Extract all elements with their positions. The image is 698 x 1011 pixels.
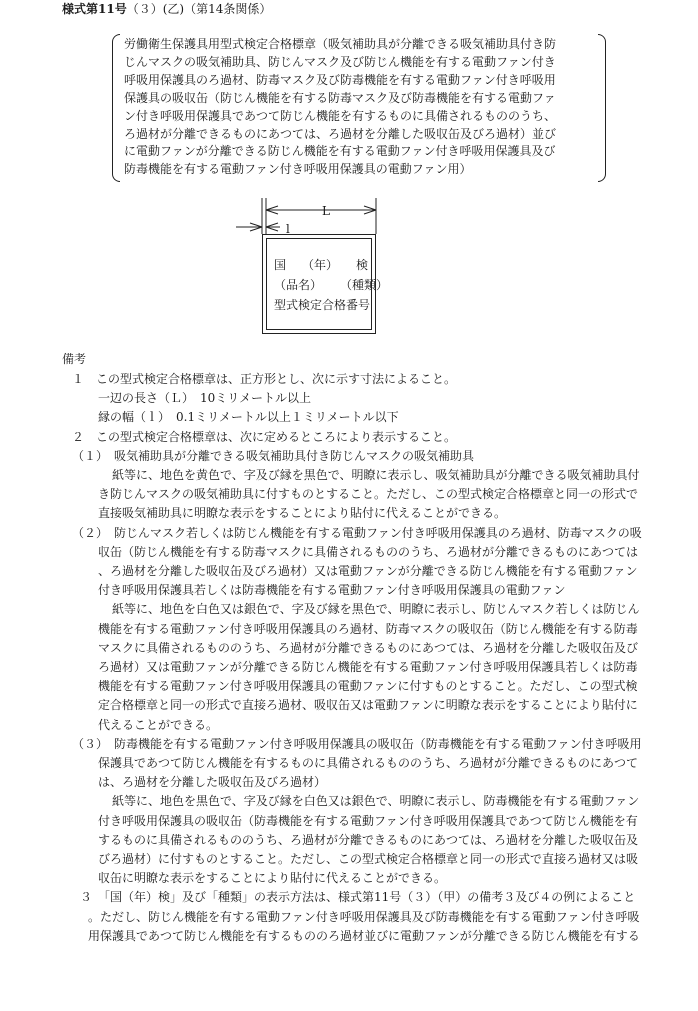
stamp-row-1 <box>274 256 368 275</box>
note-line: 収缶に明瞭な表示をすることにより貼付に代えることができる。 <box>98 871 447 886</box>
title-text <box>124 36 594 179</box>
note-line: ３ 「国（年）検」及び「種類」の表示方法は、様式第11号（３）（甲）の備考３及び４の例によること <box>80 890 636 905</box>
form-number: 様式第11号 <box>62 2 127 16</box>
stamp-year: （年） <box>302 258 339 272</box>
note-line: 縁の幅（ｌ） 0.1ミリメートル以上１ミリメートル以下 <box>98 410 399 425</box>
note-line: 直接吸気補助具に明瞭な表示をすることにより貼付に代えることができる。 <box>98 506 507 521</box>
note-line: （３） 防毒機能を有する電動ファン付き呼吸用保護具の吸収缶（防毒機能を有する電動ファン付き呼吸用 <box>72 736 642 751</box>
note-line: 代えることができる。 <box>98 717 219 732</box>
note-line: １ この型式検定合格標章は、正方形とし、次に示す寸法によること。 <box>72 372 457 386</box>
left-bracket <box>112 34 120 182</box>
right-bracket <box>598 34 606 182</box>
note-line: き防じんマスクの吸気補助具に付すものとすること。ただし、この型式検定合格標章と同一の形式で <box>98 487 639 502</box>
dimension-lines <box>230 196 390 236</box>
stamp-country: 国 <box>274 258 287 272</box>
title-line: 防毒機能を有する電動ファン付き呼吸用保護具の電動ファン用） <box>124 162 472 177</box>
note-line: 一辺の長さ（Ｌ） 10ミリメートル以上 <box>98 391 312 406</box>
note-line: 紙等に、地色を黒色で、字及び縁を白色又は銀色で、明瞭に表示し、防毒機能を有する電動ファン <box>112 794 640 809</box>
stamp-type: （種類） <box>340 278 389 292</box>
note-line: 。ただし、防じん機能を有する電動ファン付き呼吸用保護具及び防毒機能を有する電動ファン付き呼吸 <box>88 909 640 924</box>
note-line: ２ この型式検定合格標章は、次に定めるところにより表示すること。 <box>72 429 457 444</box>
note-line: 付き呼吸用保護具の吸収缶（防毒機能を有する電動ファン付き呼吸用保護具であつて防じん機能を有 <box>98 813 638 828</box>
note-line: 、ろ過材を分離した吸収缶及びろ過材）又は電動ファンが分離できる防じん機能を有する電動ファン <box>98 564 638 578</box>
note-line: 紙等に、地色を白色又は銀色で、字及び縁を黒色で、明瞭に表示し、防じんマスク若しくは防じん <box>112 602 640 617</box>
note-line: 機能を有する電動ファン付き呼吸用保護具の電動ファンに付すものとすること。ただし、この型式検 <box>98 679 638 694</box>
form-number-suffix: （３）(乙)（第14条関係） <box>126 2 272 16</box>
title-line: ン付き呼吸用保護具であつて防じん機能を有するものに具備されるもののうち、 <box>124 108 557 123</box>
title-line: じんマスクの吸気補助具、防じんマスク及び防じん機能を有する電動ファン付き <box>124 54 556 69</box>
title-line: 呼吸用保護具のろ過材、防毒マスク及び防毒機能を有する電動ファン付き呼吸用 <box>124 72 556 87</box>
dimension-l-label: l <box>286 222 290 236</box>
note-line: 機能を有する電動ファン付き呼吸用保護具のろ過材、防毒マスクの吸収缶（防じん機能を有する防毒 <box>98 621 638 636</box>
title-line: ろ過材が分離できるものにあつては、ろ過材を分離した吸収缶及びろ過材）並び <box>124 126 557 141</box>
title-line: 労働衛生保護具用型式検定合格標章（吸気補助具が分離できる吸気補助具付き防 <box>124 37 557 51</box>
note-line: 定合格標章と同一の形式で直接ろ過材、吸収缶又は電動ファンに明瞭な表示をすることにより貼付に <box>98 698 638 713</box>
stamp-product-name: （品名） <box>274 278 323 292</box>
title-line: 保護具の吸収缶（防じん機能を有する防毒マスク及び防毒機能を有する電動ファ <box>124 90 556 105</box>
title-line: に電動ファンが分離できる防じん機能を有する電動ファン付き呼吸用保護具及び <box>124 144 556 159</box>
note-line: ろ過材）又は電動ファンが分離できる防じん機能を有する電動ファン付き呼吸用保護具若しくは防毒 <box>98 660 638 674</box>
stamp-row-2 <box>274 276 388 295</box>
note-line: （１） 吸気補助具が分離できる吸気補助具付き防じんマスクの吸気補助具 <box>72 448 475 463</box>
mark-diagram <box>230 196 390 346</box>
stamp-inspection: 検 <box>356 258 369 272</box>
note-line: 保護具であつて防じん機能を有するものに具備されるもののうち、ろ過材が分離できるものにあつて <box>98 756 639 770</box>
note-line: は、ろ過材を分離した吸収缶及びろ過材） <box>98 775 327 790</box>
dimension-L-label: L <box>322 204 330 218</box>
note-line: マスクに具備されるもののうち、ろ過材が分離できるものにあつては、ろ過材を分離した吸収缶及び <box>98 640 639 655</box>
note-line: 用保護具であつて防じん機能を有するもののろ過材並びに電動ファンが分離できる防じん機能を有する <box>88 928 640 943</box>
note-line: 収缶（防じん機能を有する防毒マスクに具備されるもののうち、ろ過材が分離できるものにあつては <box>98 544 639 559</box>
note-line: 付き呼吸用保護具若しくは防毒機能を有する電動ファン付き呼吸用保護具の電動ファン <box>98 583 566 598</box>
notes-heading: 備考 <box>62 352 87 366</box>
note-line: びろ過材）に付すものとすること。ただし、この型式検定合格標章と同一の形式で直接ろ過材又は吸 <box>98 852 639 866</box>
title-bracket-block <box>112 34 606 184</box>
note-line: 紙等に、地色を黄色で、字及び縁を黒色で、明瞭に表示し、吸気補助具が分離できる吸気補助具付 <box>112 468 640 482</box>
stamp-row-3: 型式検定合格番号 <box>274 298 371 312</box>
form-number-heading <box>62 0 271 19</box>
note-line: するものに具備されるもののうち、ろ過材が分離できるものにあつては、ろ過材を分離した吸収缶及 <box>98 832 639 847</box>
note-line: （２） 防じんマスク若しくは防じん機能を有する電動ファン付き呼吸用保護具のろ過材、防毒マスクの吸 <box>72 525 642 540</box>
